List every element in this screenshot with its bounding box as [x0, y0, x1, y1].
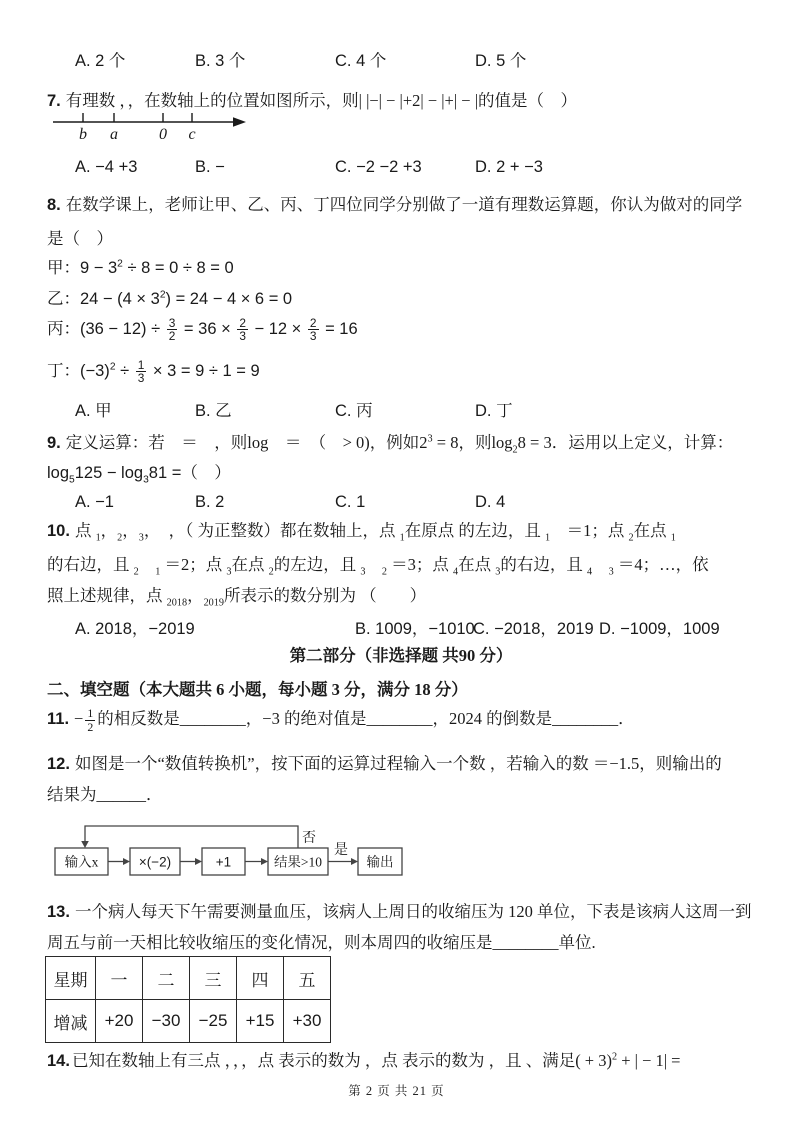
flowchart-label-condition: 结果>10: [273, 854, 323, 870]
arrow-right-icon: [351, 858, 358, 865]
table-cell: 五: [284, 957, 331, 1000]
table-cell: −25: [190, 1000, 237, 1043]
table-cell: +30: [284, 1000, 331, 1043]
table-cell: 四: [237, 957, 284, 1000]
number-line: [47, 106, 257, 144]
q6-option-d: D. 5 个: [475, 52, 527, 70]
q10-option-b: B. 1009，−1010: [355, 620, 475, 638]
flowchart-label-output: 输出: [366, 854, 394, 870]
q10-stem-line3: 照上述规律，点 $_{2018}$，$_{2019}$所表示的数分别为 （ ）: [47, 586, 427, 609]
q7-option-c: C. −2 −2 +3: [335, 158, 422, 176]
q8-option-a: A. 甲: [75, 402, 112, 420]
q8-work-ding: 丁：$(-3)^2$ ÷ $\frac{1}{3}$ × 3 = 9 ÷ 1 = 9: [47, 357, 260, 386]
flowchart-yes-label: 是: [334, 843, 348, 858]
table-cell: −30: [143, 1000, 190, 1043]
table-cell: 一: [96, 957, 143, 1000]
table-cell: +20: [96, 1000, 143, 1043]
q9-option-d: D. 4: [475, 493, 506, 511]
q10-stem-text1: 点 $_1$，$_2$，$_3$， ，（ 为正整数）都在数轴上，点 $_1$在原点 的左边，且 $_1$ ＝1；点 $_2$在点 $_1$: [74, 521, 676, 544]
q9-options-row: [47, 487, 755, 517]
arrow-right-icon: [123, 858, 130, 865]
table-cell: 二: [143, 957, 190, 1000]
q8-options-row: [47, 396, 755, 426]
q14-stem-text: 已知在数轴上有三点 ，，，点 表示的数为 ，点 表示的数为 ，且 、满足( + 3)$^2$ + | − 1| =: [71, 1051, 681, 1070]
flowchart: [47, 814, 427, 899]
part2-title: 第二部分（非选择题 共90 分）: [289, 646, 513, 665]
flowchart-label-plus: +1: [215, 854, 232, 870]
q8-stem-line1: [47, 190, 755, 220]
q10-option-d: D. −1009，1009: [599, 620, 720, 638]
q9-option-b: B. 2: [195, 493, 225, 511]
q7-option-a: A. −4 +3: [75, 158, 138, 176]
q8-stem-text2: 是（ ）: [47, 229, 113, 248]
flowchart-label-times: ×(−2): [138, 854, 172, 870]
table-cell: +15: [237, 1000, 284, 1043]
q8-work-jia: 甲：$9 - 3^2 \div 8 = 0 \div 8 = 0$: [47, 258, 234, 277]
section2-header: 二、填空题（本大题共 6 小题，每小题 3 分，满分 18 分）: [47, 680, 468, 699]
number-line-label-0: 0: [159, 126, 167, 143]
q10-options-row: [47, 614, 755, 644]
q10-number: 10.: [47, 522, 70, 540]
q11-number: 11.: [47, 710, 70, 728]
table-row-weekdays: [46, 957, 331, 1000]
page-footer: 第 2 页 共 21 页: [348, 1084, 445, 1098]
q9-stem-line2: $\log_5125 - \log_381$ =（ ）: [47, 464, 231, 486]
flowchart-no-label: 否: [302, 831, 316, 846]
q7-options-row: [47, 152, 755, 182]
number-line-label-b: b: [79, 126, 87, 143]
arrow-right-icon: [195, 858, 202, 865]
q14-stem: [47, 1046, 755, 1076]
q8-stem-text1: 在数学课上，老师让甲、乙、丙、丁四位同学分别做了一道有理数运算题，你认为做对的同学: [65, 195, 743, 214]
number-line-label-c: c: [188, 126, 196, 143]
q10-option-c: C. −2018，2019: [473, 620, 594, 638]
q8-option-c: C. 丙: [335, 402, 373, 420]
q6-option-b: B. 3 个: [195, 52, 246, 70]
flowchart-loop-line: [85, 826, 298, 848]
q8-work-yi: 乙：$24 - (4 \times 3^2) = 24 - 4 \times 6 = 0$: [47, 289, 293, 308]
q7-stem-text: 有理数 ，，在数轴上的位置如图所示，则| |−| − |+2| − |+| − |的值是（ ）: [65, 91, 578, 110]
q13-stem-text1: 一个病人每天下午需要测量血压，该病人上周日的收缩压为 120 单位，下表是该病人这周一到: [74, 902, 752, 921]
q12-stem-line1: [47, 749, 755, 779]
q10-option-a: A. 2018，−2019: [75, 620, 195, 638]
q12-stem-text1: 如图是一个“数值转换机”，按下面的运算过程输入一个数 ，若输入的数 ＝−1.5，则输出的: [74, 754, 722, 773]
arrow-right-icon: [261, 858, 268, 865]
table-cell: 星期: [46, 957, 96, 1000]
q14-number: 14.: [47, 1052, 70, 1070]
q13-number: 13.: [47, 903, 70, 921]
q8-option-b: B. 乙: [195, 402, 232, 420]
q11-stem: [47, 704, 755, 734]
q10-stem-line1: [47, 516, 755, 546]
flowchart-label-input: 输入x: [64, 854, 99, 870]
number-line-label-a: a: [110, 126, 118, 143]
q7-number: 7.: [47, 92, 61, 110]
table-cell: 增减: [46, 1000, 96, 1043]
q9-number: 9.: [47, 434, 61, 452]
q11-stem-text: − $\frac{1}{2}$ 的相反数是________，−3 的绝对值是________，2024 的倒数是________．: [74, 706, 635, 734]
q9-option-c: C. 1: [335, 493, 366, 511]
q6-options-row: [47, 46, 755, 76]
table-cell: 三: [190, 957, 237, 1000]
q9-stem-line1: [47, 428, 755, 458]
q10-stem-line2: 的右边，且 $_2$ $_1$ ＝2；点 $_3$在点 $_2$的左边，且 $_3$ $_2$ ＝3；点 $_4$在点 $_3$的右边，且 $_4$ $_3$ ＝4；…，依: [47, 555, 709, 578]
q8-stem-line2: [47, 224, 755, 254]
q8-option-d: D. 丁: [475, 402, 513, 420]
q13-table: [45, 956, 331, 1043]
arrow-right-icon: [233, 117, 246, 127]
q6-option-a: A. 2 个: [75, 52, 126, 70]
q6-option-c: C. 4 个: [335, 52, 387, 70]
q7-option-b: B. −: [195, 158, 225, 176]
q13-stem-line1: [47, 897, 755, 927]
arrow-down-icon: [81, 841, 89, 848]
q8-work-bing: 丙：(36 − 12) ÷ $\frac{3}{2}$ = 36 × $\frac{2}{3}$ − 12 × $\frac{2}{3}$ = 16: [47, 315, 358, 344]
q7-option-d: D. 2 + −3: [475, 158, 543, 176]
q9-option-a: A. −1: [75, 493, 114, 511]
table-row-changes: [46, 1000, 331, 1043]
q12-stem-line2: 结果为______．: [47, 785, 163, 804]
q13-stem-line2: 周五与前一天相比较收缩压的变化情况，则本周四的收缩压是________单位.: [47, 933, 596, 952]
q8-number: 8.: [47, 196, 61, 214]
q9-stem-text1: 定义运算：若 ＝ ，则log ＝ （ > 0)，例如$2^3 = 8$，则$\log_28 = 3$．运用以上定义，计算：: [65, 433, 734, 456]
q12-number: 12.: [47, 755, 70, 773]
